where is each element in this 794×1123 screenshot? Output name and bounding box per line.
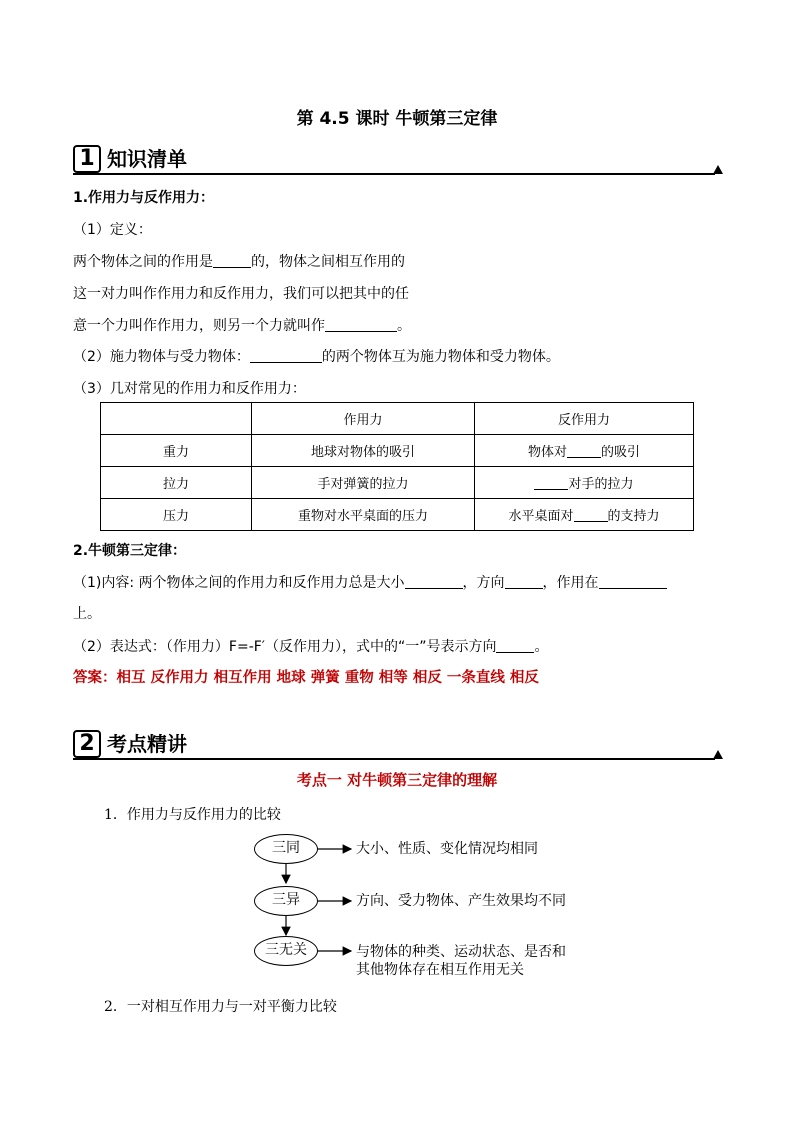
text: 的，物体之间相互作用的 xyxy=(251,254,405,270)
section-number: 2 xyxy=(73,730,101,758)
fill-blank xyxy=(567,443,601,458)
definition-line-3 xyxy=(73,315,411,335)
text: 水平桌面对 xyxy=(508,509,574,524)
text: 的两个物体互为施力物体和受力物体。 xyxy=(321,349,560,365)
table-row xyxy=(101,499,694,531)
node-three-unrelated: 三无关 xyxy=(254,936,318,966)
item-common-pairs: （3）几对常见的作用力和反作用力： xyxy=(73,381,306,397)
node-description: 大小、性质、变化情况均相同 xyxy=(356,841,538,857)
triangle-icon xyxy=(713,750,723,759)
fill-blank xyxy=(405,574,463,589)
fill-blank xyxy=(534,475,568,490)
triangle-icon xyxy=(713,165,723,174)
table-cell: 拉力 xyxy=(101,467,252,499)
text: （2）表达式：（作用力）F=-F′（反作用力），式中的“一”号表示方向 xyxy=(73,639,497,655)
comparison-heading-1: 1．作用力与反作用力的比较 xyxy=(104,807,281,823)
table-cell: 压力 xyxy=(101,499,252,531)
fill-blank xyxy=(574,507,608,522)
table-row xyxy=(101,467,694,499)
fill-blank xyxy=(505,574,543,589)
section-rule xyxy=(73,758,715,760)
expression-line xyxy=(73,636,548,656)
table-cell: 重力 xyxy=(101,435,252,467)
table-header-cell: 作用力 xyxy=(252,403,475,435)
table-cell: 地球对物体的吸引 xyxy=(252,435,475,467)
text: ，作用在 xyxy=(542,575,599,591)
definition-line-1 xyxy=(73,251,405,271)
heading-action-reaction: 1.作用力与反作用力： xyxy=(73,190,215,206)
table-cell: 重物对水平桌面的压力 xyxy=(252,499,475,531)
text: （1)内容: 两个物体之间的作用力和反作用力总是大小 xyxy=(73,575,405,591)
text: 两个物体之间的作用是 xyxy=(73,254,213,270)
table-cell xyxy=(475,499,694,531)
node-description: 与物体的种类、运动状态、是否和 xyxy=(356,944,566,960)
fill-blank xyxy=(250,348,322,363)
section-rule xyxy=(73,173,715,175)
keypoint-title: 考点一 对牛顿第三定律的理解 xyxy=(296,771,498,789)
table-header-cell: 反作用力 xyxy=(475,403,694,435)
answer-line: 答案：相互 反作用力 相互作用 地球 弹簧 重物 相等 相反 一条直线 相反 xyxy=(73,670,539,686)
law-content-end: 上。 xyxy=(73,606,101,622)
law-content-line xyxy=(73,572,667,592)
force-pairs-table xyxy=(100,402,694,531)
definition-line-2: 这一对力叫作作用力和反作用力，我们可以把其中的任 xyxy=(73,286,409,302)
page-title: 第 4.5 课时 牛顿第三定律 xyxy=(296,109,498,129)
fill-blank xyxy=(496,638,534,653)
text: 的吸引 xyxy=(601,445,641,460)
section-number: 1 xyxy=(73,145,101,173)
table-row xyxy=(101,435,694,467)
node-description: 方向、受力物体、产生效果均不同 xyxy=(356,893,566,909)
text: 意一个力叫作作用力，则另一个力就叫作 xyxy=(73,318,325,334)
text: （2）施力物体与受力物体： xyxy=(73,349,250,365)
item-agent-receiver xyxy=(73,346,560,366)
node-three-same: 三同 xyxy=(254,834,318,864)
section-label: 知识清单 xyxy=(107,147,187,171)
text: 。 xyxy=(534,639,549,655)
definition-label: （1）定义： xyxy=(73,222,152,238)
text: ，方向 xyxy=(462,575,505,591)
text: 。 xyxy=(397,318,411,334)
table-header-row xyxy=(101,403,694,435)
text: 对手的拉力 xyxy=(568,477,634,492)
node-three-different: 三异 xyxy=(254,886,318,916)
fill-blank xyxy=(325,317,397,332)
section-header-knowledge xyxy=(73,145,723,177)
table-cell xyxy=(475,435,694,467)
comparison-heading-2: 2．一对相互作用力与一对平衡力比较 xyxy=(104,999,337,1015)
text: 的支持力 xyxy=(607,509,660,524)
table-cell: 手对弹簧的拉力 xyxy=(252,467,475,499)
fill-blank xyxy=(213,253,251,268)
heading-third-law: 2.牛顿第三定律： xyxy=(73,543,187,559)
table-cell xyxy=(475,467,694,499)
table-header-cell xyxy=(101,403,252,435)
section-label: 考点精讲 xyxy=(107,732,187,756)
node-description: 其他物体存在相互作用无关 xyxy=(356,962,524,978)
text: 物体对 xyxy=(527,445,567,460)
section-header-keypoints xyxy=(73,730,723,762)
fill-blank xyxy=(599,574,667,589)
